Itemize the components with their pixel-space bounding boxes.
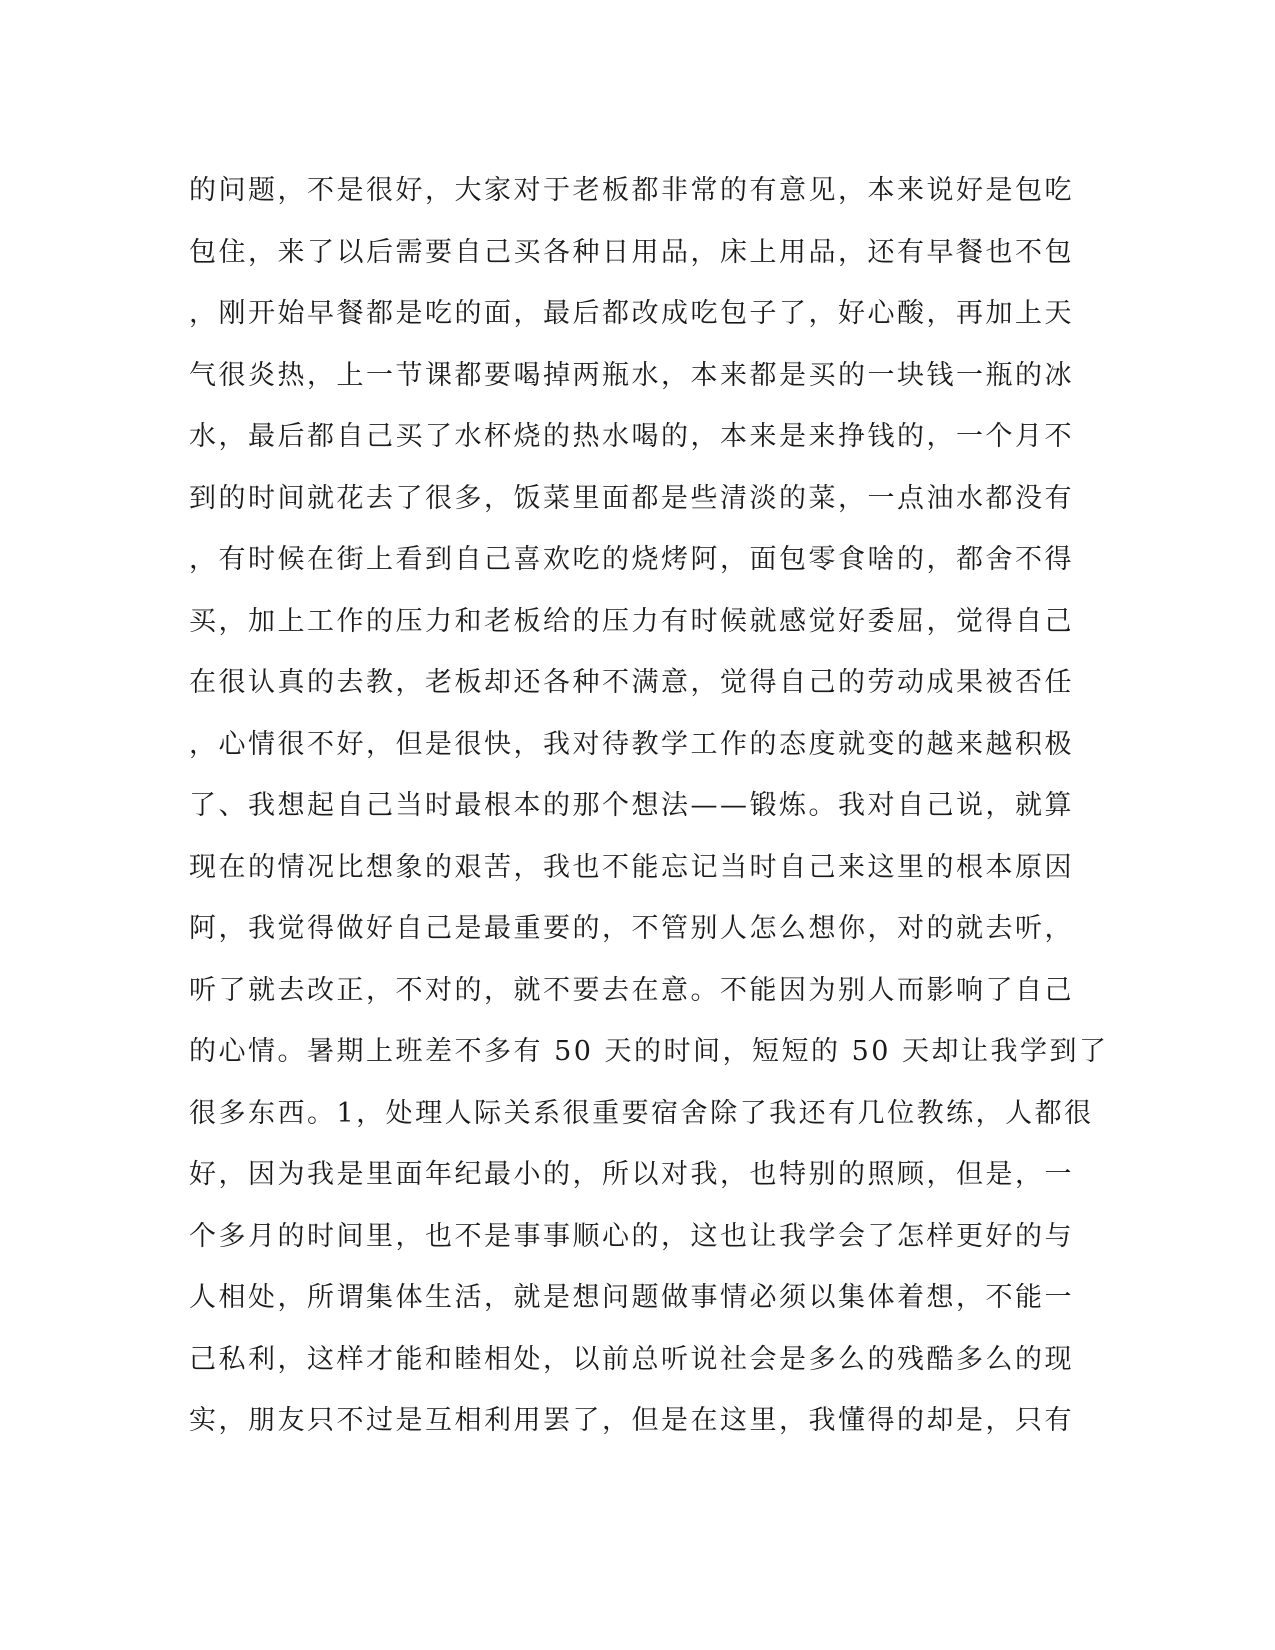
text-line: 听了就去改正，不对的，就不要去在意。不能因为别人而影响了自己 [189,974,1074,1006]
text-line: 到的时间就花去了很多，饭菜里面都是些清淡的菜，一点油水都没有 [189,482,1074,514]
text-line: 阿，我觉得做好自己是最重要的，不管别人怎么想你，对的就去听， [189,913,1074,944]
text-line: ，心情很不好，但是很快，我对待教学工作的态度就变的越来越积极 [189,728,1074,760]
text-line: 很多东西。1，处理人际关系很重要宿舍除了我还有几位教练，人都很 [189,1097,1094,1129]
text-line: 水，最后都自己买了水杯烧的热水喝的，本来是来挣钱的，一个月不 [189,421,1074,452]
text-line: ，刚开始早餐都是吃的面，最后都改成吃包子了，好心酸，再加上天 [189,298,1074,329]
text-line: 包住，来了以后需要自己买各种日用品，床上用品，还有早餐也不包 [189,236,1074,268]
text-line: 实，朋友只不过是互相利用罢了，但是在这里，我懂得的却是，只有 [189,1405,1074,1436]
text-line: 在很认真的去教，老板却还各种不满意，觉得自己的劳动成果被否任 [189,667,1074,698]
text-line: 己私利，这样才能和睦相处，以前总听说社会是多么的残酷多么的现 [189,1343,1074,1375]
body-text [189,160,1109,1452]
text-line: 现在的情况比想象的艰苦，我也不能忘记当时自己来这里的根本原因 [189,851,1074,883]
text-line: 的问题，不是很好，大家对于老板都非常的有意见，本来说好是包吃 [189,175,1074,206]
text-line: 好，因为我是里面年纪最小的，所以对我，也特别的照顾，但是，一 [189,1159,1074,1190]
text-line: 买，加上工作的压力和老板给的压力有时候就感觉好委屈，觉得自己 [189,605,1074,637]
text-line: 气很炎热，上一节课都要喝掉两瓶水，本来都是买的一块钱一瓶的冰 [189,359,1074,391]
text-line: 人相处，所谓集体生活，就是想问题做事情必须以集体着想，不能一 [189,1282,1074,1313]
text-line: ，有时候在街上看到自己喜欢吃的烧烤阿，面包零食啥的，都舍不得 [189,544,1074,575]
text-line: 的心情。暑期上班差不多有 50 天的时间，短短的 50 天却让我学到了 [189,1036,1109,1067]
text-line: 个多月的时间里，也不是事事顺心的，这也让我学会了怎样更好的与 [189,1220,1074,1252]
text-line: 了、我想起自己当时最根本的那个想法——锻炼。我对自己说，就算 [189,790,1074,821]
